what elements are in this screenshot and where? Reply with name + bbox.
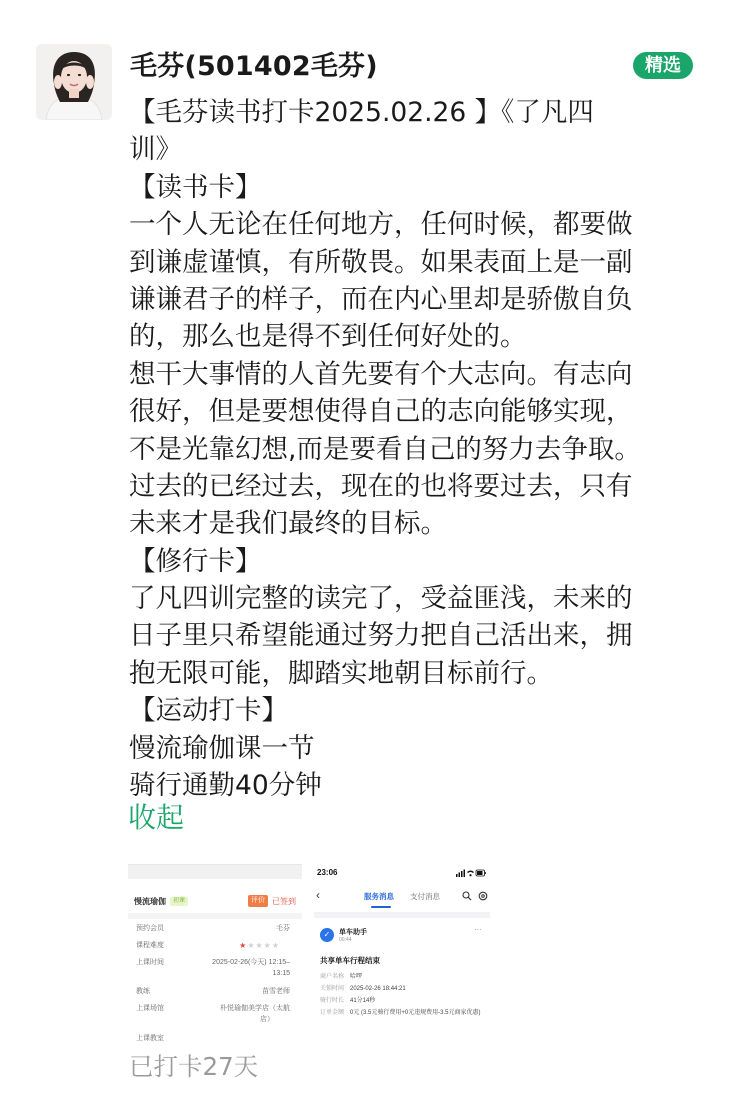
featured-badge: 精选 — [633, 52, 693, 79]
yoga-course-name: 慢流瑜伽 — [134, 896, 166, 906]
evaluate-button: 评价 — [248, 895, 268, 907]
star-icon: ★ — [239, 941, 248, 950]
star-icon: ★ — [255, 941, 264, 950]
post-text-line: 的，那么也是得不到任何好处的。 — [129, 321, 527, 353]
bike-trip-thumbnail[interactable] — [314, 864, 490, 1040]
row-value: 2025-02-26 18:44:21 — [350, 986, 406, 992]
phone-status-bar — [314, 864, 490, 882]
signal-wifi-battery-icon — [456, 869, 486, 877]
tab-service-messages: 服务消息 — [364, 892, 394, 901]
status-time: 23:06 — [317, 868, 338, 877]
back-chevron-icon: ‹ — [316, 888, 320, 902]
post-text-line: 慢流瑜伽课一节 — [129, 732, 315, 764]
post-text-line: 未来才是我们最终的目标。 — [129, 508, 447, 540]
row-label: 教练 — [136, 988, 150, 995]
post-text-line: 骑行通勤40分钟 — [129, 770, 322, 802]
message-tab-bar — [314, 882, 490, 912]
row-value: 毛芬 — [276, 925, 290, 932]
divider — [128, 913, 302, 919]
post-text-line: 很好，但是要想使得自己的志向能够实现， — [129, 396, 633, 428]
post-title-line: 训》 — [129, 134, 182, 166]
active-tab-indicator — [371, 906, 391, 908]
post-text-line: 日子里只希望能通过努力把自己活出来，拥 — [129, 620, 633, 652]
post-text-line: 不是光靠幻想,而是要看自己的努力去争取。 — [129, 433, 641, 465]
collapse-button[interactable]: 收起 — [128, 801, 185, 834]
row-label: 关锁时间 — [320, 986, 345, 992]
post-title-line: 【毛芬读书打卡2025.02.26 】《了凡四 — [129, 97, 594, 128]
row-label: 订单金额 — [320, 1010, 345, 1016]
settings-icon — [478, 891, 488, 901]
message-sender: 单车助手 — [339, 929, 367, 936]
message-time: 00:44 — [339, 937, 352, 943]
row-value: 13:15 — [272, 970, 290, 977]
row-value: 苗雪老师 — [262, 988, 290, 995]
search-icon — [462, 891, 472, 901]
yoga-course-tag: 初课 — [170, 897, 188, 906]
message-title: 共享单车行程结束 — [320, 956, 380, 965]
row-label: 预约会员 — [136, 925, 164, 932]
checkin-count: 已打卡27天 — [129, 1052, 259, 1081]
tab-payment-messages: 支付消息 — [410, 892, 440, 901]
row-label: 上课教室 — [136, 1035, 164, 1041]
avatar-portrait-icon — [36, 44, 112, 120]
class-time-row — [136, 957, 290, 979]
row-label: 上课时间 — [136, 959, 164, 966]
row-value: 0元 (3.5元骑行费用+0元违规费用-3.5元商家优惠) — [350, 1010, 481, 1016]
yoga-course-header — [134, 891, 296, 911]
username[interactable]: 毛芬(501402毛芬) — [130, 51, 378, 82]
avatar[interactable] — [36, 44, 112, 120]
row-label: 骑行时长 — [320, 998, 345, 1004]
section-heading-exercise: 【运动打卡】 — [129, 695, 288, 727]
star-icon: ★ — [247, 941, 256, 950]
yoga-booking-thumbnail[interactable] — [128, 864, 302, 1041]
bike-assistant-logo-icon: ✓ — [320, 928, 334, 942]
post-text-line: 了凡四训完整的读完了，受益匪浅，未来的 — [129, 583, 633, 615]
section-heading-reading: 【读书卡】 — [129, 171, 262, 203]
row-label: 商户名称 — [320, 974, 345, 980]
message-list — [314, 912, 490, 1040]
post-text-line: 谦谦君子的样子，而在内心里却是骄傲自负 — [129, 283, 633, 315]
section-heading-practice: 【修行卡】 — [129, 545, 262, 577]
difficulty-stars — [239, 940, 280, 951]
row-value: 哈啰 — [350, 974, 363, 980]
thumbnail-top-bar — [128, 865, 302, 879]
venue-row — [136, 1003, 290, 1025]
post-text-line: 想干大事情的人首先要有个大志向。有志向 — [129, 358, 633, 390]
post-text-line: 到谦虚谨慎，有所敬畏。如果表面上是一副 — [129, 246, 633, 278]
post-text-line: 过去的已经过去，现在的也将要过去，只有 — [129, 470, 633, 502]
row-value: 店） — [260, 1016, 274, 1023]
post-text-line: 一个人无论在任何地方，任何时候，都要做 — [129, 209, 633, 241]
star-icon: ★ — [271, 941, 280, 950]
row-value: 2025-02-26(今天) 12:15– — [212, 959, 290, 966]
post-content — [129, 94, 695, 804]
row-value: 41分14秒 — [350, 998, 376, 1004]
more-icon: ··· — [474, 925, 482, 934]
row-value: 朴悦瑜伽美学店（太航 — [220, 1005, 290, 1012]
row-label: 上课场馆 — [136, 1005, 164, 1012]
post-text-line: 抱无限可能，脚踏实地朝目标前行。 — [129, 657, 553, 689]
checkin-status: 已签到 — [272, 896, 296, 906]
message-card — [314, 918, 490, 1040]
star-icon: ★ — [263, 941, 272, 950]
row-label: 课程难度 — [136, 942, 164, 949]
